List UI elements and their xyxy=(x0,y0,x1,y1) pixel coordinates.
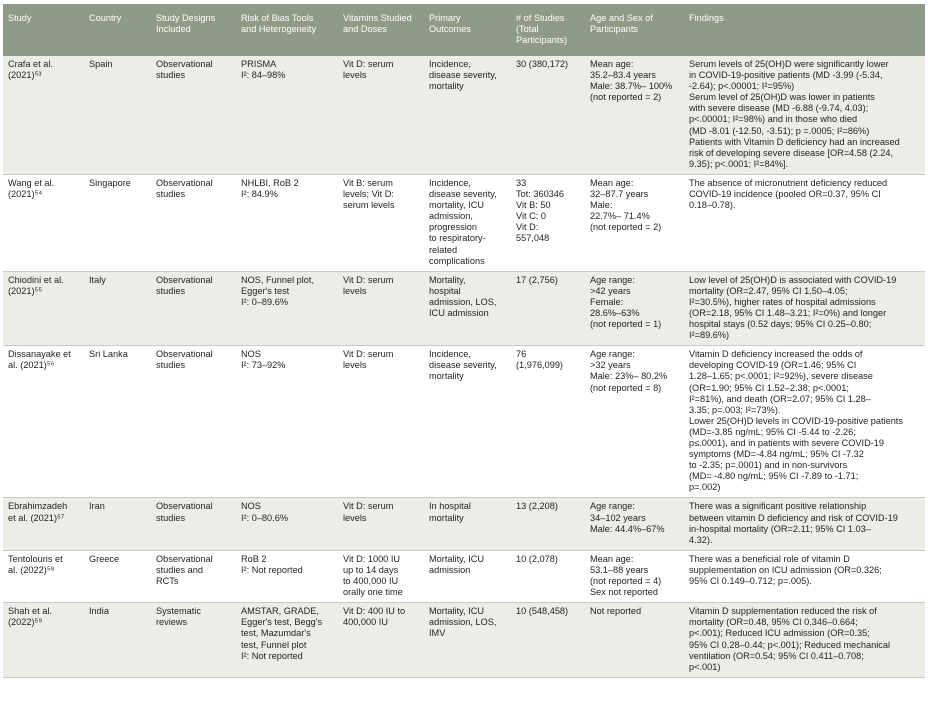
cell-outcomes: Mortality, ICU admission, LOS, IMV xyxy=(424,603,511,678)
column-header-age-sex: Age and Sex of Participants xyxy=(585,4,684,56)
column-header-vitamins: Vitamins Studied and Doses xyxy=(338,4,424,56)
cell-design: Observational studies xyxy=(151,346,236,498)
studies-table xyxy=(3,4,925,678)
cell-outcomes: Incidence, disease severity, mortality xyxy=(424,346,511,498)
header-row xyxy=(3,4,925,56)
table-row xyxy=(3,550,925,602)
cell-study: Tentolouris et al. (2022)⁵⁸ xyxy=(3,550,84,602)
cell-findings: There was a significant positive relationship between vitamin D deficiency and risk of COVID-19 in-hospital mortality (OR=2.11; 95% CI 1.03– 4.32). xyxy=(684,498,925,550)
table-row xyxy=(3,346,925,498)
cell-bias: NOS I²: 73–92% xyxy=(236,346,338,498)
cell-design: Observational studies and RCTs xyxy=(151,550,236,602)
cell-n-studies: 13 (2,208) xyxy=(511,498,585,550)
cell-age-sex: Age range: >32 years Male: 23%– 80.2% (not reported = 8) xyxy=(585,346,684,498)
cell-bias: NHLBI, RoB 2 I²: 84.9% xyxy=(236,174,338,271)
cell-bias: RoB 2 I²: Not reported xyxy=(236,550,338,602)
cell-age-sex: Mean age: 53.1–88 years (not reported = 4) Sex not reported xyxy=(585,550,684,602)
cell-bias: AMSTAR, GRADE, Egger's test, Begg's test, Mazumdar's test, Funnel plot I²: Not reported xyxy=(236,603,338,678)
cell-vitamins: Vit D: 400 IU to 400,000 IU xyxy=(338,603,424,678)
column-header-study: Study xyxy=(3,4,84,56)
cell-vitamins: Vit D: serum levels xyxy=(338,498,424,550)
cell-study: Dissanayake et al. (2021)⁵⁶ xyxy=(3,346,84,498)
cell-study: Wang et al. (2021)⁵⁴ xyxy=(3,174,84,271)
cell-vitamins: Vit D: serum levels xyxy=(338,56,424,174)
column-header-findings: Findings xyxy=(684,4,925,56)
column-header-primary-outcomes: Primary Outcomes xyxy=(424,4,511,56)
cell-design: Observational studies xyxy=(151,174,236,271)
cell-outcomes: Mortality, ICU admission xyxy=(424,550,511,602)
cell-n-studies: 10 (548,458) xyxy=(511,603,585,678)
cell-country: India xyxy=(84,603,151,678)
cell-country: Italy xyxy=(84,271,151,346)
table-row xyxy=(3,56,925,174)
column-header-number-of-studies: # of Studies (Total Participants) xyxy=(511,4,585,56)
cell-country: Sri Lanka xyxy=(84,346,151,498)
table-row xyxy=(3,174,925,271)
cell-n-studies: 30 (380,172) xyxy=(511,56,585,174)
cell-vitamins: Vit D: serum levels xyxy=(338,271,424,346)
cell-age-sex: Mean age: 32–87.7 years Male: 22.7%– 71.4% (not reported = 2) xyxy=(585,174,684,271)
cell-country: Iran xyxy=(84,498,151,550)
cell-outcomes: Incidence, disease severity, mortality, ICU admission, progression to respiratory- related complications xyxy=(424,174,511,271)
column-header-country: Country xyxy=(84,4,151,56)
cell-design: Systematic reviews xyxy=(151,603,236,678)
cell-study: Ebrahimzadeh et al. (2021)⁵⁷ xyxy=(3,498,84,550)
table-row xyxy=(3,271,925,346)
cell-age-sex: Mean age: 35.2–83.4 years Male: 38.7%– 100% (not reported = 2) xyxy=(585,56,684,174)
cell-study: Crafa et al. (2021)⁵³ xyxy=(3,56,84,174)
cell-country: Greece xyxy=(84,550,151,602)
cell-age-sex: Not reported xyxy=(585,603,684,678)
cell-findings: Vitamin D deficiency increased the odds of developing COVID-19 (OR=1.46; 95% CI 1.28–1.65; p<.0001; I²=92%), severe disease (OR=1.90; 95% CI 1.52–2.38; p<.0001; I²=81%), and death (OR=2.07; 95% CI 1.28– 3.35; p=.003; I²=73%). Lower 25(OH)D levels in COVID-19-positive patients (MD=-3.85 ng/mL; 95% CI -5.44 to -2.26; p≤.0001), and in patients with severe COVID-19 symptoms (MD=-4.84 ng/mL; 95% CI -7.32 to -2.35; p=.0001) and in non-survivors (MD= -4.80 ng/mL; 95% CI -7.89 to -1.71; p=.002) xyxy=(684,346,925,498)
cell-bias: NOS I²: 0–80.6% xyxy=(236,498,338,550)
cell-study: Chiodini et al. (2021)⁵⁵ xyxy=(3,271,84,346)
cell-findings: Low level of 25(OH)D is associated with COVID-19 mortality (OR=2.47, 95% CI 1.50–4.05; I²=30.5%), higher rates of hospital admissions (OR=2.18, 95% CI 1.48–3.21; I²=0%) and longer hospital stays (0.52 days; 95% CI 0.25–0.80; I²=89.6%) xyxy=(684,271,925,346)
cell-vitamins: Vit D: serum levels xyxy=(338,346,424,498)
table-row xyxy=(3,603,925,678)
cell-age-sex: Age range: >42 years Female: 28.6%–63% (not reported = 1) xyxy=(585,271,684,346)
column-header-study-designs: Study Designs Included xyxy=(151,4,236,56)
cell-vitamins: Vit B: serum levels; Vit D: serum levels xyxy=(338,174,424,271)
table-header xyxy=(3,4,925,56)
cell-findings: Vitamin D supplementation reduced the risk of mortality (OR=0.48, 95% CI 0.346–0.664; p<.001); Reduced ICU admission (OR=0.35; 95% CI 0.28–0.44; p<.001); Reduced mechanical ventilation (OR=0.54; 95% CI 0.411–0.708; p<.001) xyxy=(684,603,925,678)
cell-outcomes: Mortality, hospital admission, LOS, ICU admission xyxy=(424,271,511,346)
table-row xyxy=(3,498,925,550)
cell-findings: There was a beneficial role of vitamin D supplementation on ICU admission (OR=0.326; 95% CI 0.149–0.712; p=.005). xyxy=(684,550,925,602)
cell-design: Observational studies xyxy=(151,56,236,174)
column-header-risk-of-bias: Risk of Bias Tools and Heterogeneity xyxy=(236,4,338,56)
cell-outcomes: Incidence, disease severity, mortality xyxy=(424,56,511,174)
cell-design: Observational studies xyxy=(151,498,236,550)
cell-country: Singapore xyxy=(84,174,151,271)
cell-bias: PRISMA I²: 84–98% xyxy=(236,56,338,174)
cell-design: Observational studies xyxy=(151,271,236,346)
cell-bias: NOS, Funnel plot, Egger's test I²: 0–89.6% xyxy=(236,271,338,346)
cell-age-sex: Age range: 34–102 years Male: 44.4%–67% xyxy=(585,498,684,550)
cell-country: Spain xyxy=(84,56,151,174)
cell-findings: The absence of micronutrient deficiency reduced COVID-19 incidence (pooled OR=0.37, 95% CI 0.18–0.78). xyxy=(684,174,925,271)
cell-vitamins: Vit D: 1000 IU up to 14 days to 400,000 IU orally one time xyxy=(338,550,424,602)
cell-study: Shah et al. (2022)⁵⁹ xyxy=(3,603,84,678)
cell-n-studies: 76 (1,976,099) xyxy=(511,346,585,498)
cell-n-studies: 17 (2,756) xyxy=(511,271,585,346)
cell-outcomes: In hospital mortality xyxy=(424,498,511,550)
cell-n-studies: 10 (2,078) xyxy=(511,550,585,602)
cell-n-studies: 33 Tot: 360346 Vit B: 50 Vit C: 0 Vit D: 557,048 xyxy=(511,174,585,271)
cell-findings: Serum levels of 25(OH)D were significantly lower in COVID-19-positive patients (MD -3.99 (-5.34, -2.64); p<.00001; I²=95%) Serum level of 25(OH)D was lower in patients with severe disease (MD -6.88 (-9.74, 4.03); p<.00001; I²=98%) and in those who died (MD -8.01 (-12.50, -3.51); p =.0005; I²=86%) Patients with Vitamin D deficiency had an increased risk of developing severe disease [OR=4.58 (2.24, 9.35); p<.0001; I²=84%]. xyxy=(684,56,925,174)
